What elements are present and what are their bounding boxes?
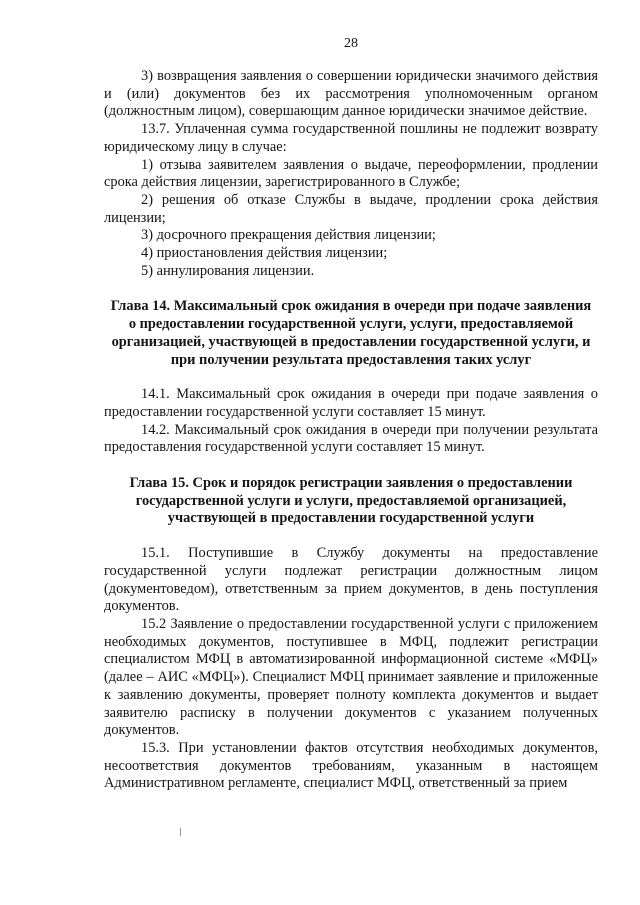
paragraph-13-7: 13.7. Уплаченная сумма государственной пошлины не подлежит возврату юридическому лицу в случае: (104, 121, 598, 155)
spacer (104, 369, 598, 386)
paragraph-14-1: 14.1. Максимальный срок ожидания в очереди при подаче заявления о предоставлении государственной услуги составляет 15 минут. (104, 386, 598, 420)
spacer (104, 528, 598, 545)
chapter-14-heading: Глава 14. Максимальный срок ожидания в очереди при подаче заявления о предоставлении государственной услуги, услуги, предоставляемой организацией, участвующей в предоставлении государственной услуги, и при получении результата предоставления таких услуг (110, 298, 592, 368)
page-number: 28 (344, 36, 358, 51)
list-item-13-7-1: 1) отзыва заявителем заявления о выдаче, переоформлении, продлении срока действия лицензии, зарегистрированного в Службе; (104, 156, 598, 191)
paragraph-14-2: 14.2. Максимальный срок ожидания в очереди при получении результата предоставления государственной услуги составляет 15 минут. (104, 421, 598, 456)
paragraph-13-6-3: 3) возвращения заявления о совершении юридически значимого действия и (или) документов без их рассмотрения уполномоченным органом (должностным лицом), совершающим данное юридически значимое действие. (104, 68, 598, 120)
spacer (104, 280, 598, 298)
list-item-13-7-3: 3) досрочного прекращения действия лицензии; (141, 227, 436, 244)
list-item-13-7-5: 5) аннулирования лицензии. (141, 262, 315, 279)
list-item-13-7-2: 2) решения об отказе Службы в выдаче, продлении срока действия лицензии; (104, 191, 598, 226)
scan-mark (180, 828, 181, 836)
paragraph-15-3: 15.3. При установлении фактов отсутствия необходимых документов, несоответствия документов требованиям, указанным в настоящем Административном регламенте, специалист МФЦ, ответственный за прием (104, 739, 598, 792)
spacer (104, 457, 598, 475)
chapter-15-heading: Глава 15. Срок и порядок регистрации заявления о предоставлении государственной услуги и услуги, предоставляемой организацией, участвующей в предоставлении государственной услуги (129, 475, 573, 527)
paragraph-15-2: 15.2 Заявление о предоставлении государственной услуги с приложением необходимых документов, поступившее в МФЦ, подлежит регистрации специалистом МФЦ в автоматизированной информационной системе «МФЦ» (далее – АИС «МФЦ»). Специалист МФЦ принимает заявление и приложенные к заявлению документы, проверяет полноту комплекта документов и выдает заявителю расписку в получении документов с указанием полученных документов. (104, 615, 598, 739)
list-item-13-7-4: 4) приостановления действия лицензии; (141, 245, 388, 262)
document-body (104, 68, 598, 793)
paragraph-15-1: 15.1. Поступившие в Службу документы на предоставление государственной услуги подлежат регистрации должностным лицом (документоведом), ответственным за прием документов, в день поступления документов. (104, 545, 598, 615)
